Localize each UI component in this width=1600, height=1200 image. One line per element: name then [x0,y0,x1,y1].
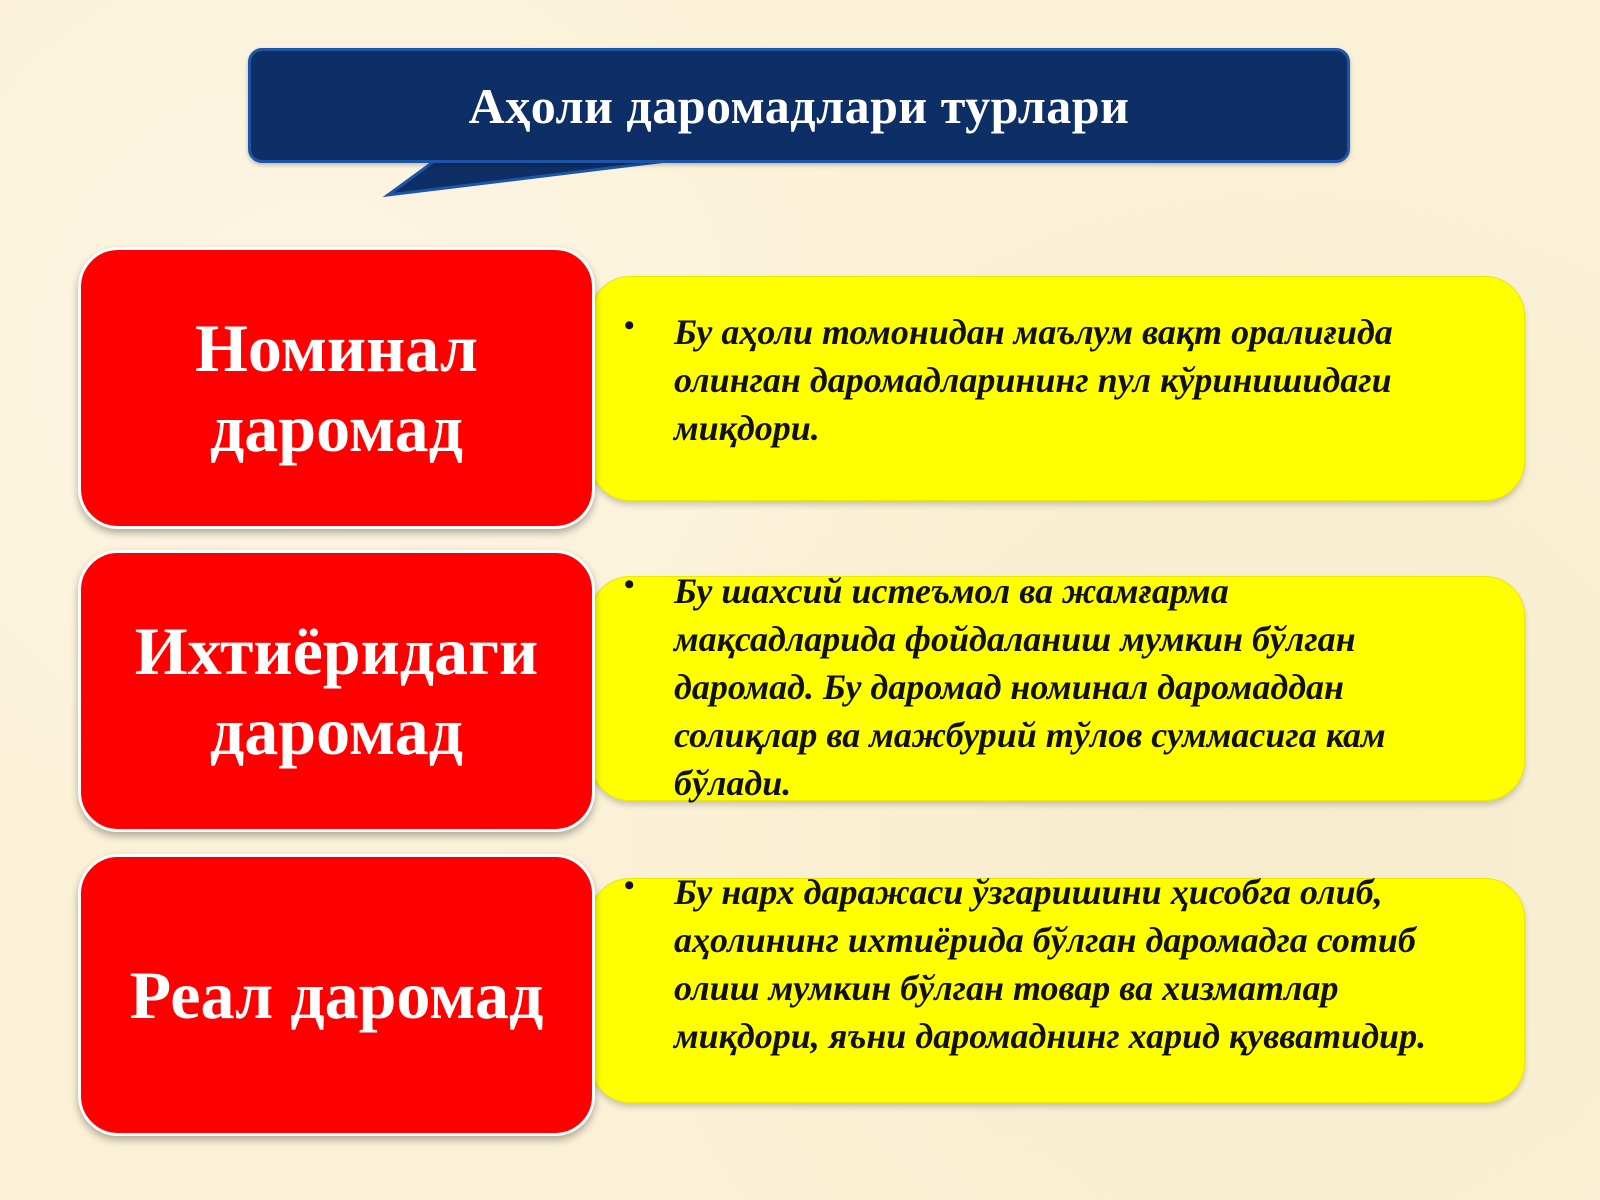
bullet-icon: • [624,869,635,902]
bullet-icon: • [624,568,635,601]
row-label-real: Реал даромад [78,854,595,1136]
description-text: Бу нарх даражаси ўзгаришини ҳисобга олиб, аҳолининг ихтиёрида бўлган даромадга сотиб олиш мумкин бўлган товар ва хизматлар миқдори, яъни даромаднинг харид қувватидир. [674,872,1427,1056]
row-description-disposable [624,567,1452,807]
row-description-real [624,868,1452,1060]
description-text: Бу аҳоли томонидан маълум вақт оралиғида олинган даромадларининг пул кўринишидаги миқдори. [674,312,1393,448]
row-description-nominal [624,308,1452,452]
bullet-icon: • [624,309,635,342]
row-label-disposable: Ихтиёридаги даромад [78,550,595,832]
row-label-nominal: Номинал даромад [78,247,595,529]
page-title: Аҳоли даромадлари турлари [468,77,1130,134]
title-callout [248,48,1350,163]
description-text: Бу шахсий истеъмол ва жамғарма мақсадларида фойдаланиш мумкин бўлган даромад. Бу даромад номинал даромаддан солиқлар ва мажбурий тўлов суммасига кам бўлади. [674,571,1386,803]
